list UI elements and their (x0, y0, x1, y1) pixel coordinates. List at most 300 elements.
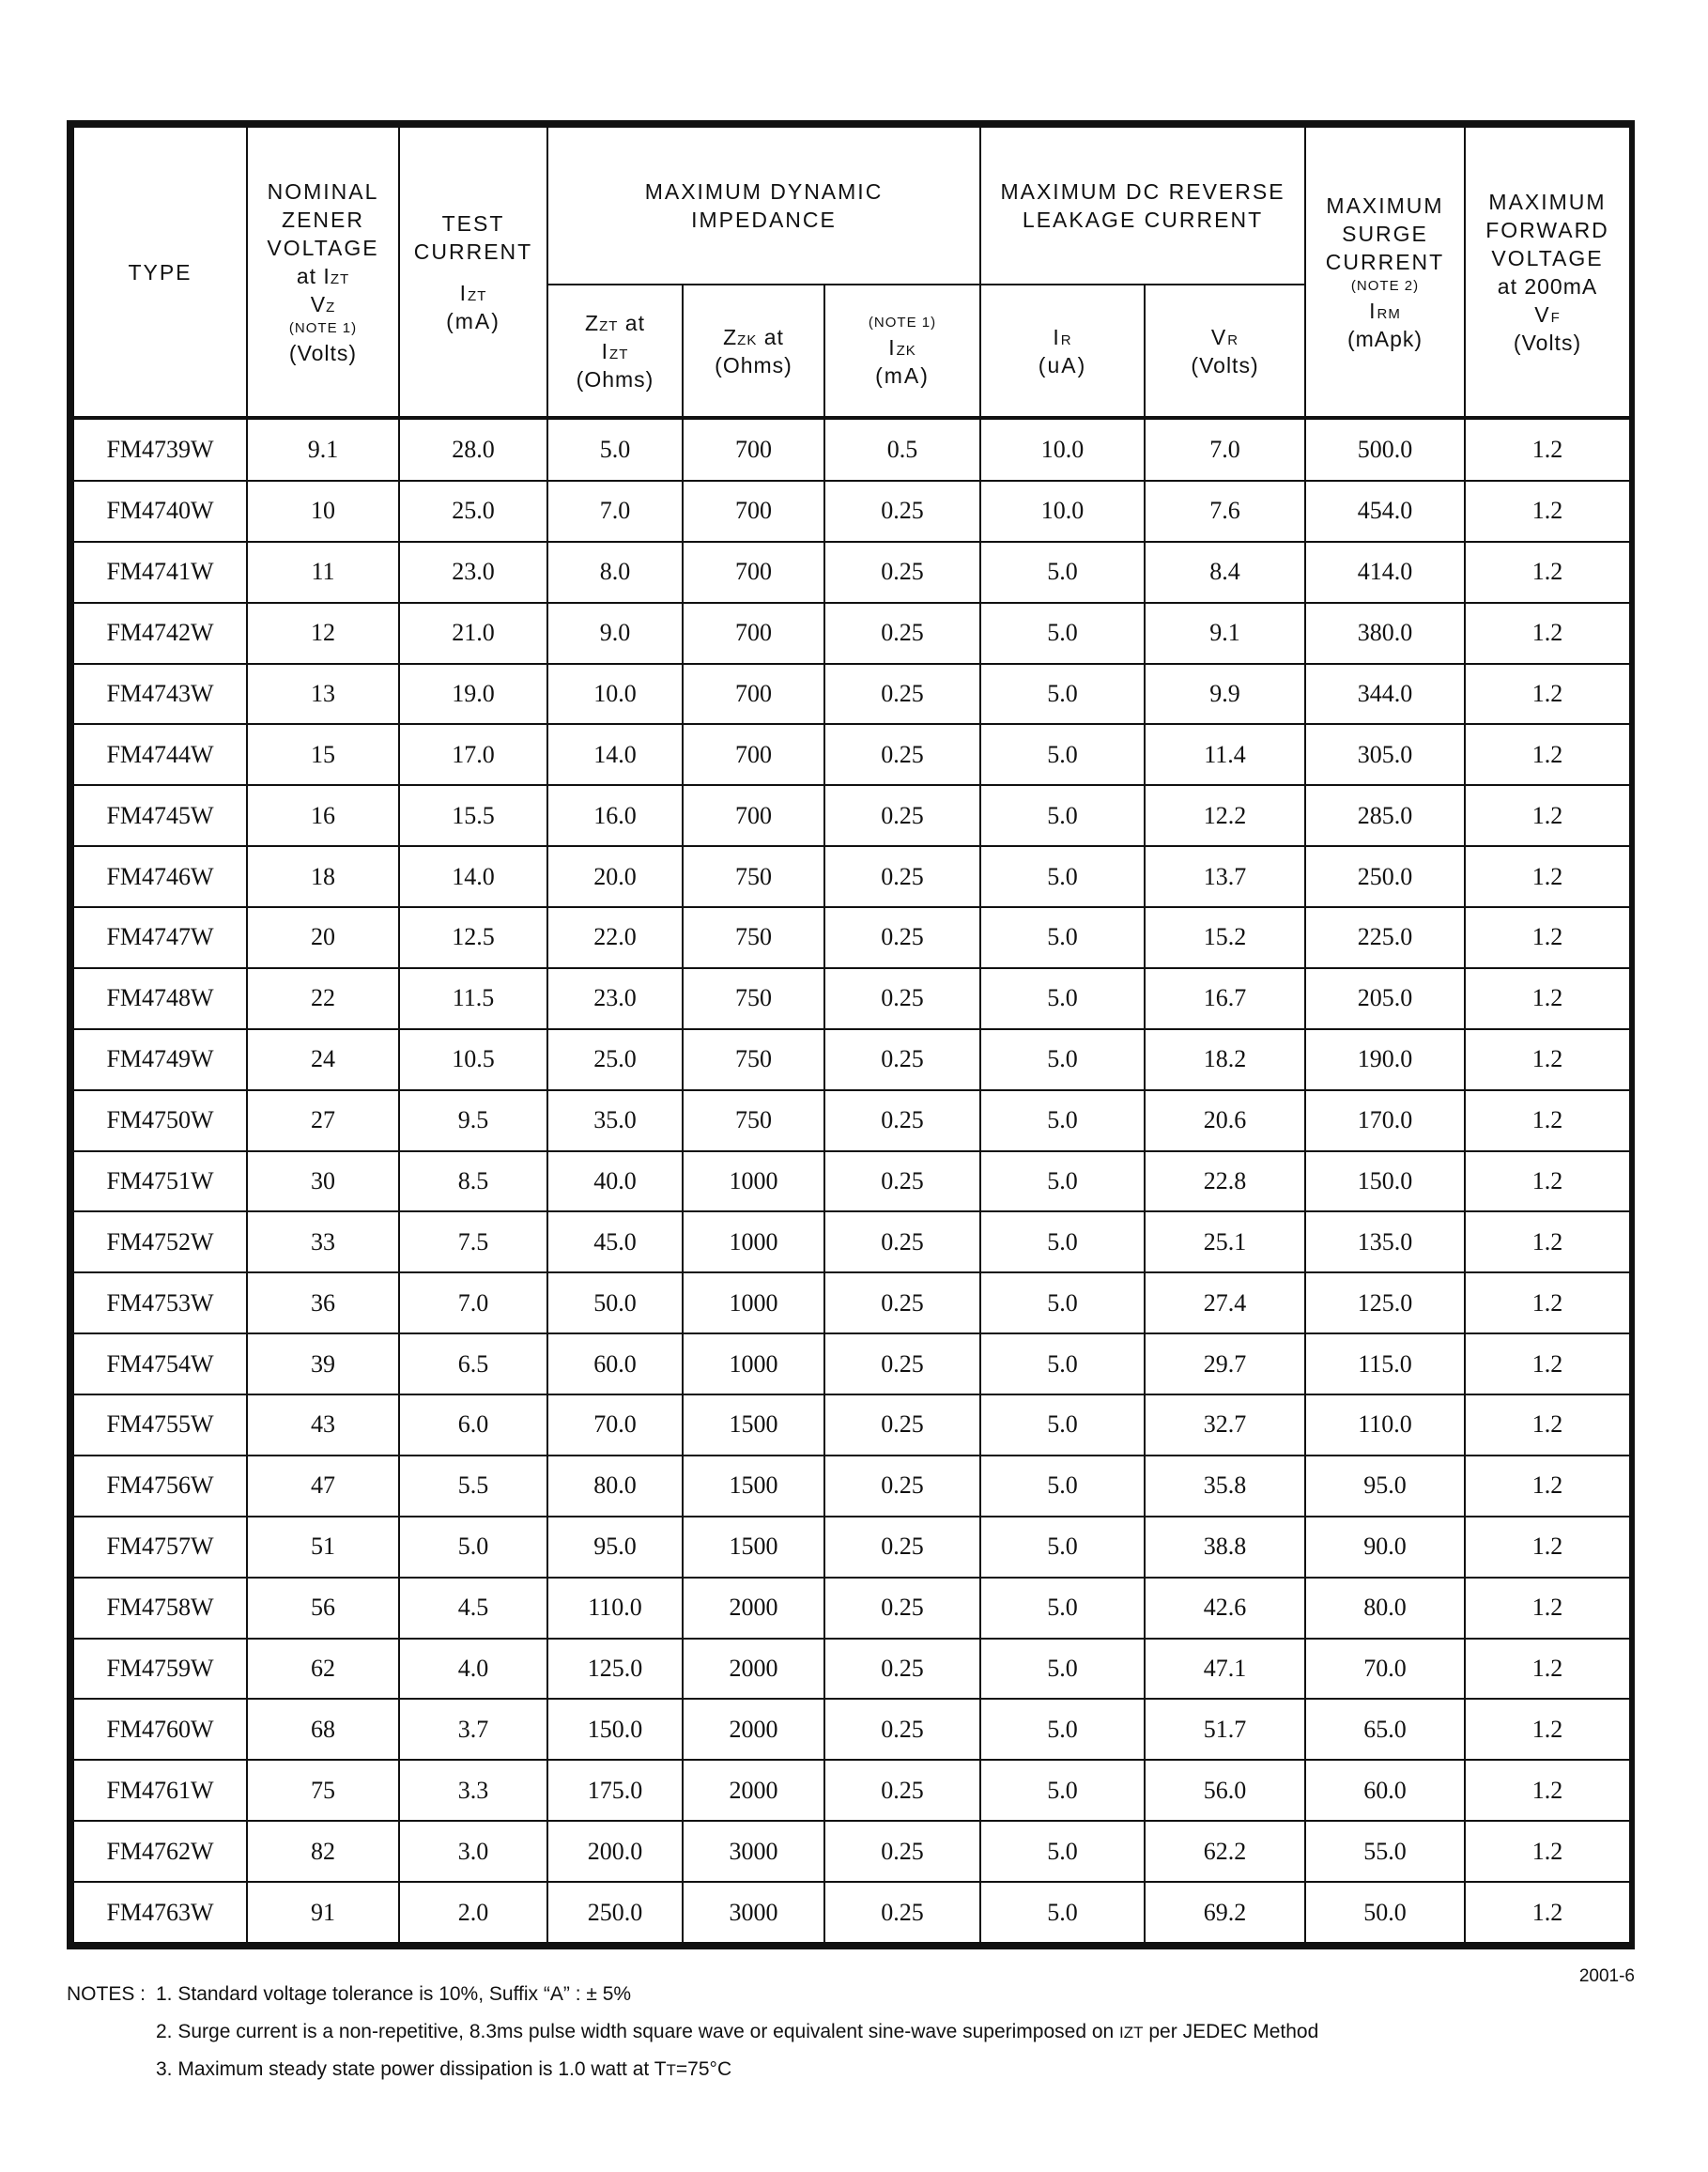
cell-vz: 24 (247, 1029, 399, 1090)
cell-zzt: 250.0 (547, 1882, 683, 1943)
cell-vr: 25.1 (1145, 1211, 1305, 1272)
table-row (73, 481, 1630, 542)
cell-ir: 10.0 (980, 481, 1145, 542)
cell-zzk: 2000 (683, 1699, 824, 1760)
table-row (73, 1882, 1630, 1943)
cell-vf: 1.2 (1465, 418, 1630, 481)
cell-type: FM4745W (73, 785, 247, 846)
header-surge-line2: SURGE (1342, 221, 1428, 246)
cell-ir: 5.0 (980, 1578, 1145, 1639)
header-nominal-line: NOMINAL (267, 178, 379, 204)
table-row (73, 1090, 1630, 1151)
header-zzt-izt-symbol: I (601, 338, 610, 363)
cell-type: FM4743W (73, 664, 247, 725)
cell-zzt: 110.0 (547, 1578, 683, 1639)
cell-zzt: 80.0 (547, 1456, 683, 1517)
cell-izk: 0.25 (824, 907, 980, 968)
header-ir-unit: (uA) (1038, 352, 1087, 377)
cell-zzk: 2000 (683, 1760, 824, 1821)
table-row (73, 1211, 1630, 1272)
cell-zzk: 2000 (683, 1578, 824, 1639)
cell-izk: 0.25 (824, 664, 980, 725)
cell-zzk: 2000 (683, 1639, 824, 1700)
cell-ir: 5.0 (980, 542, 1145, 603)
cell-zzk: 750 (683, 968, 824, 1029)
cell-vz: 12 (247, 603, 399, 664)
table-row (73, 1272, 1630, 1333)
cell-vf: 1.2 (1465, 846, 1630, 907)
header-nominal-note: (NOTE 1) (288, 319, 358, 336)
cell-ir: 5.0 (980, 1456, 1145, 1517)
cell-zzt: 25.0 (547, 1029, 683, 1090)
cell-vz: 13 (247, 664, 399, 725)
cell-vf: 1.2 (1465, 1029, 1630, 1090)
cell-izt: 3.3 (399, 1760, 547, 1821)
cell-vz: 30 (247, 1151, 399, 1212)
header-nominal-at: at I (296, 263, 331, 288)
cell-vf: 1.2 (1465, 785, 1630, 846)
cell-vr: 7.6 (1145, 481, 1305, 542)
cell-vz: 47 (247, 1456, 399, 1517)
revision-code: 2001-6 (1578, 1966, 1635, 1986)
cell-ir: 5.0 (980, 664, 1145, 725)
header-vz-sub: Z (326, 299, 336, 316)
header-fwd-line2: FORWARD (1485, 217, 1609, 242)
cell-vr: 69.2 (1145, 1882, 1305, 1943)
header-izt-symbol: I (459, 280, 469, 305)
cell-izk: 0.25 (824, 542, 980, 603)
cell-irm: 344.0 (1305, 664, 1465, 725)
cell-zzk: 700 (683, 785, 824, 846)
cell-ir: 5.0 (980, 1882, 1145, 1943)
cell-izt: 2.0 (399, 1882, 547, 1943)
header-izk (824, 285, 980, 418)
cell-vf: 1.2 (1465, 1821, 1630, 1882)
cell-zzt: 9.0 (547, 603, 683, 664)
cell-irm: 380.0 (1305, 603, 1465, 664)
header-vr (1145, 285, 1305, 418)
cell-zzt: 200.0 (547, 1821, 683, 1882)
cell-izk: 0.25 (824, 1211, 980, 1272)
cell-izk: 0.25 (824, 1517, 980, 1578)
cell-vz: 22 (247, 968, 399, 1029)
cell-ir: 10.0 (980, 418, 1145, 481)
cell-izt: 11.5 (399, 968, 547, 1029)
cell-ir: 5.0 (980, 1639, 1145, 1700)
header-ir-symbol: I (1053, 324, 1061, 349)
cell-zzk: 750 (683, 907, 824, 968)
cell-izt: 12.5 (399, 907, 547, 968)
cell-vr: 11.4 (1145, 724, 1305, 785)
note-1 (67, 1976, 1318, 2013)
header-nominal-zener-voltage (247, 127, 399, 418)
cell-vf: 1.2 (1465, 1699, 1630, 1760)
header-izk-sub: ZK (896, 342, 916, 359)
note-2-text: 2. Surge current is a non-repetitive, 8.3ms pulse width square wave or equivalent sine-wave superimposed on (156, 2021, 1120, 2042)
notes-section (67, 1976, 1318, 2088)
note-3-text: 3. Maximum steady state power dissipation is 1.0 watt at T (156, 2058, 667, 2080)
header-vr-sub: R (1227, 331, 1239, 348)
cell-izt: 19.0 (399, 664, 547, 725)
cell-vz: 20 (247, 907, 399, 968)
table-row (73, 664, 1630, 725)
note-3-sub: T (666, 2061, 676, 2079)
cell-zzk: 700 (683, 664, 824, 725)
cell-ir: 5.0 (980, 968, 1145, 1029)
cell-type: FM4760W (73, 1699, 247, 1760)
cell-izt: 6.0 (399, 1394, 547, 1456)
header-ir-sub: R (1060, 331, 1072, 348)
header-vr-unit: (Volts) (1191, 352, 1259, 377)
header-nominal-unit: (Volts) (288, 340, 358, 365)
cell-izt: 15.5 (399, 785, 547, 846)
cell-zzk: 1500 (683, 1394, 824, 1456)
cell-vz: 18 (247, 846, 399, 907)
cell-izk: 0.25 (824, 1639, 980, 1700)
header-zzt-sub: ZT (599, 317, 619, 334)
cell-vr: 35.8 (1145, 1456, 1305, 1517)
table-row (73, 1699, 1630, 1760)
cell-vr: 38.8 (1145, 1517, 1305, 1578)
cell-izk: 0.25 (824, 1151, 980, 1212)
cell-zzk: 700 (683, 418, 824, 481)
cell-vz: 68 (247, 1699, 399, 1760)
cell-izk: 0.25 (824, 1882, 980, 1943)
cell-ir: 5.0 (980, 1151, 1145, 1212)
cell-zzt: 8.0 (547, 542, 683, 603)
cell-zzt: 60.0 (547, 1333, 683, 1394)
cell-vr: 27.4 (1145, 1272, 1305, 1333)
table-row (73, 1394, 1630, 1456)
cell-vf: 1.2 (1465, 1578, 1630, 1639)
note-2-izt: IZT (1119, 2024, 1144, 2041)
cell-izk: 0.25 (824, 1578, 980, 1639)
header-fwd-line4: at 200mA (1497, 273, 1598, 299)
cell-vr: 62.2 (1145, 1821, 1305, 1882)
cell-vf: 1.2 (1465, 542, 1630, 603)
cell-vz: 16 (247, 785, 399, 846)
cell-zzt: 175.0 (547, 1760, 683, 1821)
cell-zzt: 70.0 (547, 1394, 683, 1456)
cell-zzt: 14.0 (547, 724, 683, 785)
cell-vf: 1.2 (1465, 664, 1630, 725)
cell-izk: 0.25 (824, 968, 980, 1029)
spec-table-frame (67, 120, 1635, 1949)
table-row (73, 785, 1630, 846)
table-row (73, 418, 1630, 481)
cell-irm: 60.0 (1305, 1760, 1465, 1821)
cell-izt: 7.5 (399, 1211, 547, 1272)
cell-type: FM4757W (73, 1517, 247, 1578)
cell-vz: 51 (247, 1517, 399, 1578)
cell-irm: 170.0 (1305, 1090, 1465, 1151)
table-row (73, 1456, 1630, 1517)
cell-vr: 22.8 (1145, 1151, 1305, 1212)
cell-type: FM4740W (73, 481, 247, 542)
cell-vr: 16.7 (1145, 968, 1305, 1029)
header-zzt-symbol: Z (585, 310, 600, 335)
header-max-dynamic-impedance (547, 127, 980, 285)
cell-zzt: 22.0 (547, 907, 683, 968)
cell-irm: 80.0 (1305, 1578, 1465, 1639)
note-3-end: =75°C (675, 2058, 732, 2080)
cell-izk: 0.25 (824, 603, 980, 664)
cell-type: FM4742W (73, 603, 247, 664)
cell-vz: 11 (247, 542, 399, 603)
cell-vr: 9.9 (1145, 664, 1305, 725)
cell-irm: 250.0 (1305, 846, 1465, 907)
cell-izt: 3.7 (399, 1699, 547, 1760)
cell-type: FM4754W (73, 1333, 247, 1394)
cell-ir: 5.0 (980, 1090, 1145, 1151)
cell-vf: 1.2 (1465, 1151, 1630, 1212)
cell-ir: 5.0 (980, 1760, 1145, 1821)
cell-irm: 285.0 (1305, 785, 1465, 846)
header-test-line: TEST (441, 210, 505, 236)
header-mdc-line1: MAXIMUM DC REVERSE (1000, 179, 1285, 204)
cell-type: FM4763W (73, 1882, 247, 1943)
cell-type: FM4761W (73, 1760, 247, 1821)
cell-zzk: 1000 (683, 1333, 824, 1394)
header-type-label: TYPE (128, 259, 192, 285)
table-row (73, 907, 1630, 968)
cell-izt: 21.0 (399, 603, 547, 664)
header-zzk-at: at (757, 324, 784, 349)
cell-zzk: 700 (683, 603, 824, 664)
cell-zzt: 45.0 (547, 1211, 683, 1272)
cell-ir: 5.0 (980, 1333, 1145, 1394)
header-surge-note: (NOTE 2) (1350, 277, 1420, 294)
cell-izk: 0.25 (824, 1029, 980, 1090)
cell-zzk: 3000 (683, 1821, 824, 1882)
cell-vr: 7.0 (1145, 418, 1305, 481)
cell-izk: 0.25 (824, 785, 980, 846)
header-vz-symbol: V (310, 291, 327, 316)
cell-zzt: 50.0 (547, 1272, 683, 1333)
table-row (73, 724, 1630, 785)
header-vf-sub: F (1550, 309, 1561, 326)
cell-vf: 1.2 (1465, 481, 1630, 542)
header-type (73, 127, 247, 418)
cell-izk: 0.25 (824, 846, 980, 907)
cell-zzt: 40.0 (547, 1151, 683, 1212)
cell-irm: 225.0 (1305, 907, 1465, 968)
header-fwd-line3: VOLTAGE (1491, 245, 1604, 270)
cell-irm: 110.0 (1305, 1394, 1465, 1456)
header-zzk-symbol: Z (723, 324, 738, 349)
cell-vr: 47.1 (1145, 1639, 1305, 1700)
cell-izt: 6.5 (399, 1333, 547, 1394)
header-irm-sub: RM (1377, 305, 1401, 322)
header-max-surge-current (1305, 127, 1465, 418)
cell-type: FM4753W (73, 1272, 247, 1333)
cell-zzk: 1500 (683, 1456, 824, 1517)
cell-vz: 75 (247, 1760, 399, 1821)
header-surge-unit: (mApk) (1346, 326, 1423, 351)
header-fwd-unit: (Volts) (1513, 330, 1582, 355)
cell-izt: 4.0 (399, 1639, 547, 1700)
header-zzk-sub: ZK (737, 331, 758, 348)
cell-type: FM4758W (73, 1578, 247, 1639)
cell-vz: 39 (247, 1333, 399, 1394)
cell-zzk: 750 (683, 846, 824, 907)
cell-izt: 8.5 (399, 1151, 547, 1212)
cell-izk: 0.25 (824, 724, 980, 785)
cell-vf: 1.2 (1465, 1517, 1630, 1578)
cell-ir: 5.0 (980, 603, 1145, 664)
cell-vz: 9.1 (247, 418, 399, 481)
cell-vf: 1.2 (1465, 1090, 1630, 1151)
cell-irm: 70.0 (1305, 1639, 1465, 1700)
header-max-dc-reverse-leakage (980, 127, 1305, 285)
cell-vf: 1.2 (1465, 1456, 1630, 1517)
header-zzt (547, 285, 683, 418)
cell-irm: 190.0 (1305, 1029, 1465, 1090)
cell-zzt: 16.0 (547, 785, 683, 846)
header-zzk-unit: (Ohms) (715, 352, 792, 377)
cell-izt: 9.5 (399, 1090, 547, 1151)
cell-zzt: 23.0 (547, 968, 683, 1029)
header-izk-unit: (mA) (875, 362, 930, 388)
cell-vr: 9.1 (1145, 603, 1305, 664)
header-surge-line3: CURRENT (1325, 249, 1445, 274)
cell-vr: 56.0 (1145, 1760, 1305, 1821)
cell-ir: 5.0 (980, 907, 1145, 968)
cell-izt: 14.0 (399, 846, 547, 907)
cell-irm: 95.0 (1305, 1456, 1465, 1517)
cell-vz: 91 (247, 1882, 399, 1943)
cell-irm: 205.0 (1305, 968, 1465, 1029)
table-row (73, 968, 1630, 1029)
cell-irm: 454.0 (1305, 481, 1465, 542)
header-zzk (683, 285, 824, 418)
cell-vr: 51.7 (1145, 1699, 1305, 1760)
cell-irm: 414.0 (1305, 542, 1465, 603)
spec-table-body (73, 418, 1630, 1943)
table-row (73, 1578, 1630, 1639)
cell-ir: 5.0 (980, 846, 1145, 907)
cell-vr: 18.2 (1145, 1029, 1305, 1090)
header-surge-line1: MAXIMUM (1326, 193, 1444, 218)
cell-type: FM4749W (73, 1029, 247, 1090)
table-row (73, 846, 1630, 907)
cell-type: FM4759W (73, 1639, 247, 1700)
cell-irm: 65.0 (1305, 1699, 1465, 1760)
cell-vr: 29.7 (1145, 1333, 1305, 1394)
cell-izt: 10.5 (399, 1029, 547, 1090)
cell-ir: 5.0 (980, 1821, 1145, 1882)
cell-vr: 8.4 (1145, 542, 1305, 603)
header-mdi-line2: IMPEDANCE (691, 208, 837, 232)
cell-vr: 20.6 (1145, 1090, 1305, 1151)
cell-izt: 17.0 (399, 724, 547, 785)
cell-zzk: 1500 (683, 1517, 824, 1578)
cell-irm: 50.0 (1305, 1882, 1465, 1943)
cell-zzk: 700 (683, 724, 824, 785)
cell-irm: 115.0 (1305, 1333, 1465, 1394)
cell-izt: 25.0 (399, 481, 547, 542)
header-ir (980, 285, 1145, 418)
cell-ir: 5.0 (980, 785, 1145, 846)
cell-vf: 1.2 (1465, 1394, 1630, 1456)
cell-zzk: 1000 (683, 1151, 824, 1212)
header-zzt-izt-sub: ZT (609, 346, 629, 362)
cell-vz: 56 (247, 1578, 399, 1639)
cell-zzt: 10.0 (547, 664, 683, 725)
cell-type: FM4747W (73, 907, 247, 968)
cell-vr: 12.2 (1145, 785, 1305, 846)
header-izk-symbol: I (888, 334, 897, 360)
table-row (73, 1821, 1630, 1882)
header-mdi-line1: MAXIMUM DYNAMIC (644, 179, 884, 204)
cell-type: FM4744W (73, 724, 247, 785)
header-irm-symbol: I (1369, 298, 1377, 323)
cell-type: FM4746W (73, 846, 247, 907)
table-row (73, 1760, 1630, 1821)
cell-izt: 7.0 (399, 1272, 547, 1333)
cell-ir: 5.0 (980, 1394, 1145, 1456)
cell-type: FM4751W (73, 1151, 247, 1212)
cell-izk: 0.25 (824, 1272, 980, 1333)
cell-irm: 55.0 (1305, 1821, 1465, 1882)
cell-izt: 5.0 (399, 1517, 547, 1578)
header-fwd-line1: MAXIMUM (1488, 189, 1607, 214)
cell-izt: 28.0 (399, 418, 547, 481)
header-vr-symbol: V (1210, 324, 1228, 349)
header-test-unit: (mA) (446, 308, 500, 333)
cell-izk: 0.25 (824, 1394, 980, 1456)
cell-irm: 125.0 (1305, 1272, 1465, 1333)
cell-zzt: 125.0 (547, 1639, 683, 1700)
header-izt-sub: ZT (468, 287, 487, 304)
cell-type: FM4739W (73, 418, 247, 481)
table-row (73, 542, 1630, 603)
cell-zzk: 3000 (683, 1882, 824, 1943)
cell-type: FM4762W (73, 1821, 247, 1882)
cell-ir: 5.0 (980, 1272, 1145, 1333)
zener-spec-table (72, 126, 1631, 1944)
cell-type: FM4741W (73, 542, 247, 603)
header-nominal-at-sub: ZT (330, 270, 350, 287)
table-row (73, 1151, 1630, 1212)
cell-ir: 5.0 (980, 1211, 1145, 1272)
note-2 (67, 2013, 1318, 2051)
cell-type: FM4748W (73, 968, 247, 1029)
cell-type: FM4752W (73, 1211, 247, 1272)
cell-izt: 4.5 (399, 1578, 547, 1639)
cell-zzk: 700 (683, 481, 824, 542)
note-3 (67, 2051, 1318, 2088)
cell-vr: 32.7 (1145, 1394, 1305, 1456)
header-izk-note: (NOTE 1) (868, 314, 937, 331)
cell-ir: 5.0 (980, 1029, 1145, 1090)
cell-zzt: 7.0 (547, 481, 683, 542)
cell-vf: 1.2 (1465, 603, 1630, 664)
header-zzt-at: at (618, 310, 645, 335)
cell-izt: 23.0 (399, 542, 547, 603)
cell-vz: 27 (247, 1090, 399, 1151)
header-voltage-line: VOLTAGE (267, 235, 379, 260)
header-zzt-unit: (Ohms) (576, 366, 654, 392)
cell-vz: 43 (247, 1394, 399, 1456)
cell-ir: 5.0 (980, 1517, 1145, 1578)
cell-type: FM4756W (73, 1456, 247, 1517)
cell-irm: 90.0 (1305, 1517, 1465, 1578)
cell-izk: 0.25 (824, 1760, 980, 1821)
cell-vr: 13.7 (1145, 846, 1305, 907)
header-mdc-line2: LEAKAGE CURRENT (1022, 208, 1264, 232)
cell-izt: 3.0 (399, 1821, 547, 1882)
